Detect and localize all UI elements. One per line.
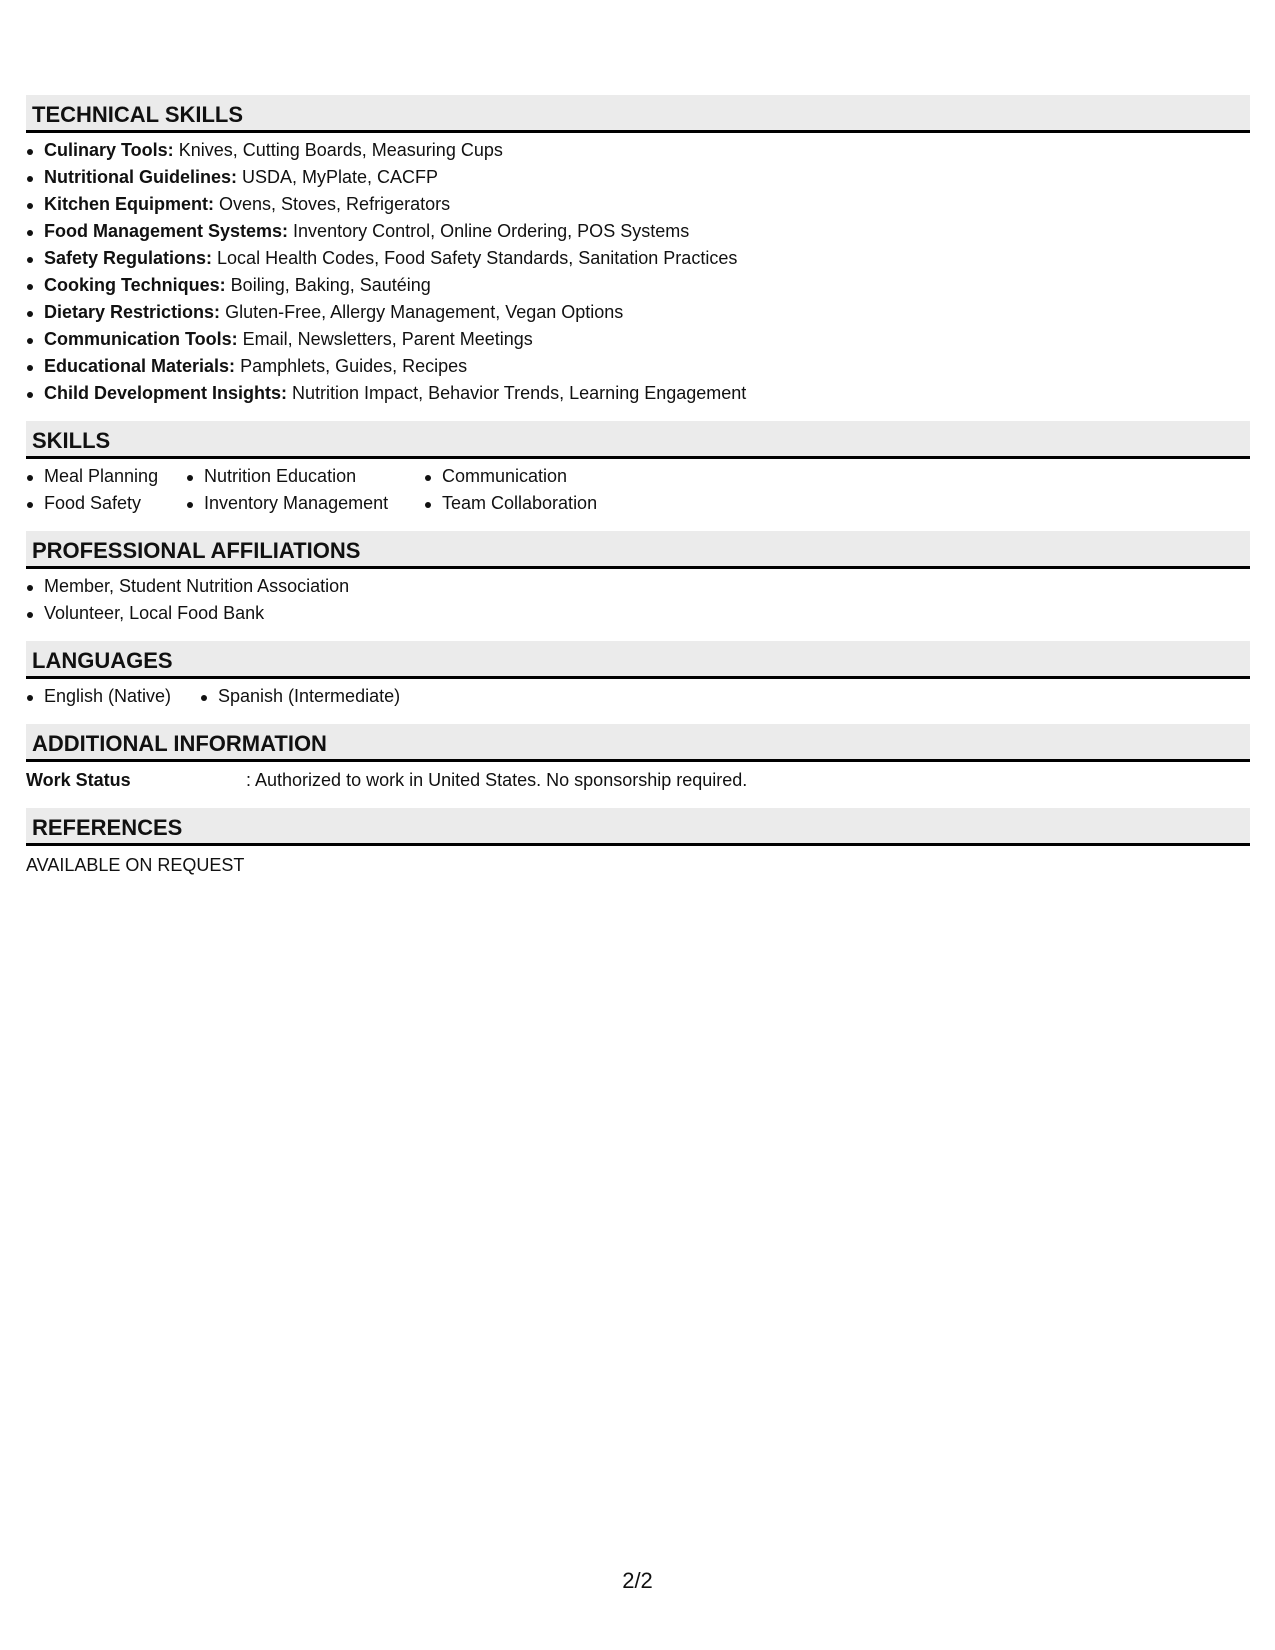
item-value: Email, Newsletters, Parent Meetings bbox=[237, 329, 533, 349]
list-item bbox=[26, 299, 1250, 326]
item-label: Food Management Systems: bbox=[44, 221, 289, 241]
languages-section bbox=[26, 641, 1250, 710]
skills-column bbox=[26, 463, 186, 517]
skills-column bbox=[186, 463, 424, 517]
section-heading: TECHNICAL SKILLS bbox=[26, 95, 1250, 133]
item-label: Educational Materials: bbox=[44, 356, 236, 376]
skills-section bbox=[26, 421, 1250, 517]
work-status-label: Work Status bbox=[26, 770, 131, 790]
list-item: English (Native) bbox=[26, 683, 200, 710]
list-item: Spanish (Intermediate) bbox=[200, 683, 400, 710]
list-item: Food Safety bbox=[26, 490, 186, 517]
languages-column bbox=[26, 683, 200, 710]
item-label: Cooking Techniques: bbox=[44, 275, 226, 295]
list-item: Member, Student Nutrition Association bbox=[26, 573, 1250, 600]
list-item bbox=[26, 137, 1250, 164]
list-item bbox=[26, 218, 1250, 245]
page-number: 2/2 bbox=[622, 1568, 653, 1593]
languages-column bbox=[200, 683, 400, 710]
work-status-value: : Authorized to work in United States. No sponsorship required. bbox=[246, 770, 748, 790]
item-label: Kitchen Equipment: bbox=[44, 194, 214, 214]
list-item bbox=[26, 353, 1250, 380]
section-heading: LANGUAGES bbox=[26, 641, 1250, 679]
list-item: Nutrition Education bbox=[186, 463, 424, 490]
affiliations-list bbox=[26, 573, 1250, 627]
list-item bbox=[26, 191, 1250, 218]
item-label: Nutritional Guidelines: bbox=[44, 167, 238, 187]
list-item bbox=[26, 326, 1250, 353]
item-value: Inventory Control, Online Ordering, POS Systems bbox=[288, 221, 690, 241]
list-item: Inventory Management bbox=[186, 490, 424, 517]
list-item: Team Collaboration bbox=[424, 490, 724, 517]
skills-column bbox=[424, 463, 724, 517]
section-heading: ADDITIONAL INFORMATION bbox=[26, 724, 1250, 762]
item-value: Knives, Cutting Boards, Measuring Cups bbox=[173, 140, 503, 160]
list-item: Meal Planning bbox=[26, 463, 186, 490]
item-value: Boiling, Baking, Sautéing bbox=[225, 275, 431, 295]
references-section bbox=[26, 808, 1250, 879]
item-label: Safety Regulations: bbox=[44, 248, 213, 268]
item-value: USDA, MyPlate, CACFP bbox=[237, 167, 439, 187]
item-value: Nutrition Impact, Behavior Trends, Learning Engagement bbox=[287, 383, 747, 403]
list-item: Communication bbox=[424, 463, 724, 490]
resume-page bbox=[26, 95, 1250, 893]
technical-skills-list bbox=[26, 137, 1250, 407]
item-label: Dietary Restrictions: bbox=[44, 302, 221, 322]
section-heading: REFERENCES bbox=[26, 808, 1250, 846]
item-label: Child Development Insights: bbox=[44, 383, 288, 403]
item-value: Local Health Codes, Food Safety Standards, Sanitation Practices bbox=[212, 248, 738, 268]
languages-row bbox=[26, 683, 1250, 710]
item-label: Culinary Tools: bbox=[44, 140, 174, 160]
affiliations-section bbox=[26, 531, 1250, 627]
section-heading: SKILLS bbox=[26, 421, 1250, 459]
item-value: Ovens, Stoves, Refrigerators bbox=[214, 194, 451, 214]
list-item bbox=[26, 245, 1250, 272]
list-item bbox=[26, 272, 1250, 299]
section-heading: PROFESSIONAL AFFILIATIONS bbox=[26, 531, 1250, 569]
work-status-row bbox=[26, 767, 1250, 794]
item-label: Communication Tools: bbox=[44, 329, 238, 349]
skills-grid bbox=[26, 463, 1250, 517]
item-value: Gluten-Free, Allergy Management, Vegan Options bbox=[220, 302, 624, 322]
technical-skills-section bbox=[26, 95, 1250, 407]
item-value: Pamphlets, Guides, Recipes bbox=[235, 356, 468, 376]
list-item: Volunteer, Local Food Bank bbox=[26, 600, 1250, 627]
list-item bbox=[26, 380, 1250, 407]
additional-info-section bbox=[26, 724, 1250, 794]
references-text: AVAILABLE ON REQUEST bbox=[26, 855, 245, 875]
list-item bbox=[26, 164, 1250, 191]
